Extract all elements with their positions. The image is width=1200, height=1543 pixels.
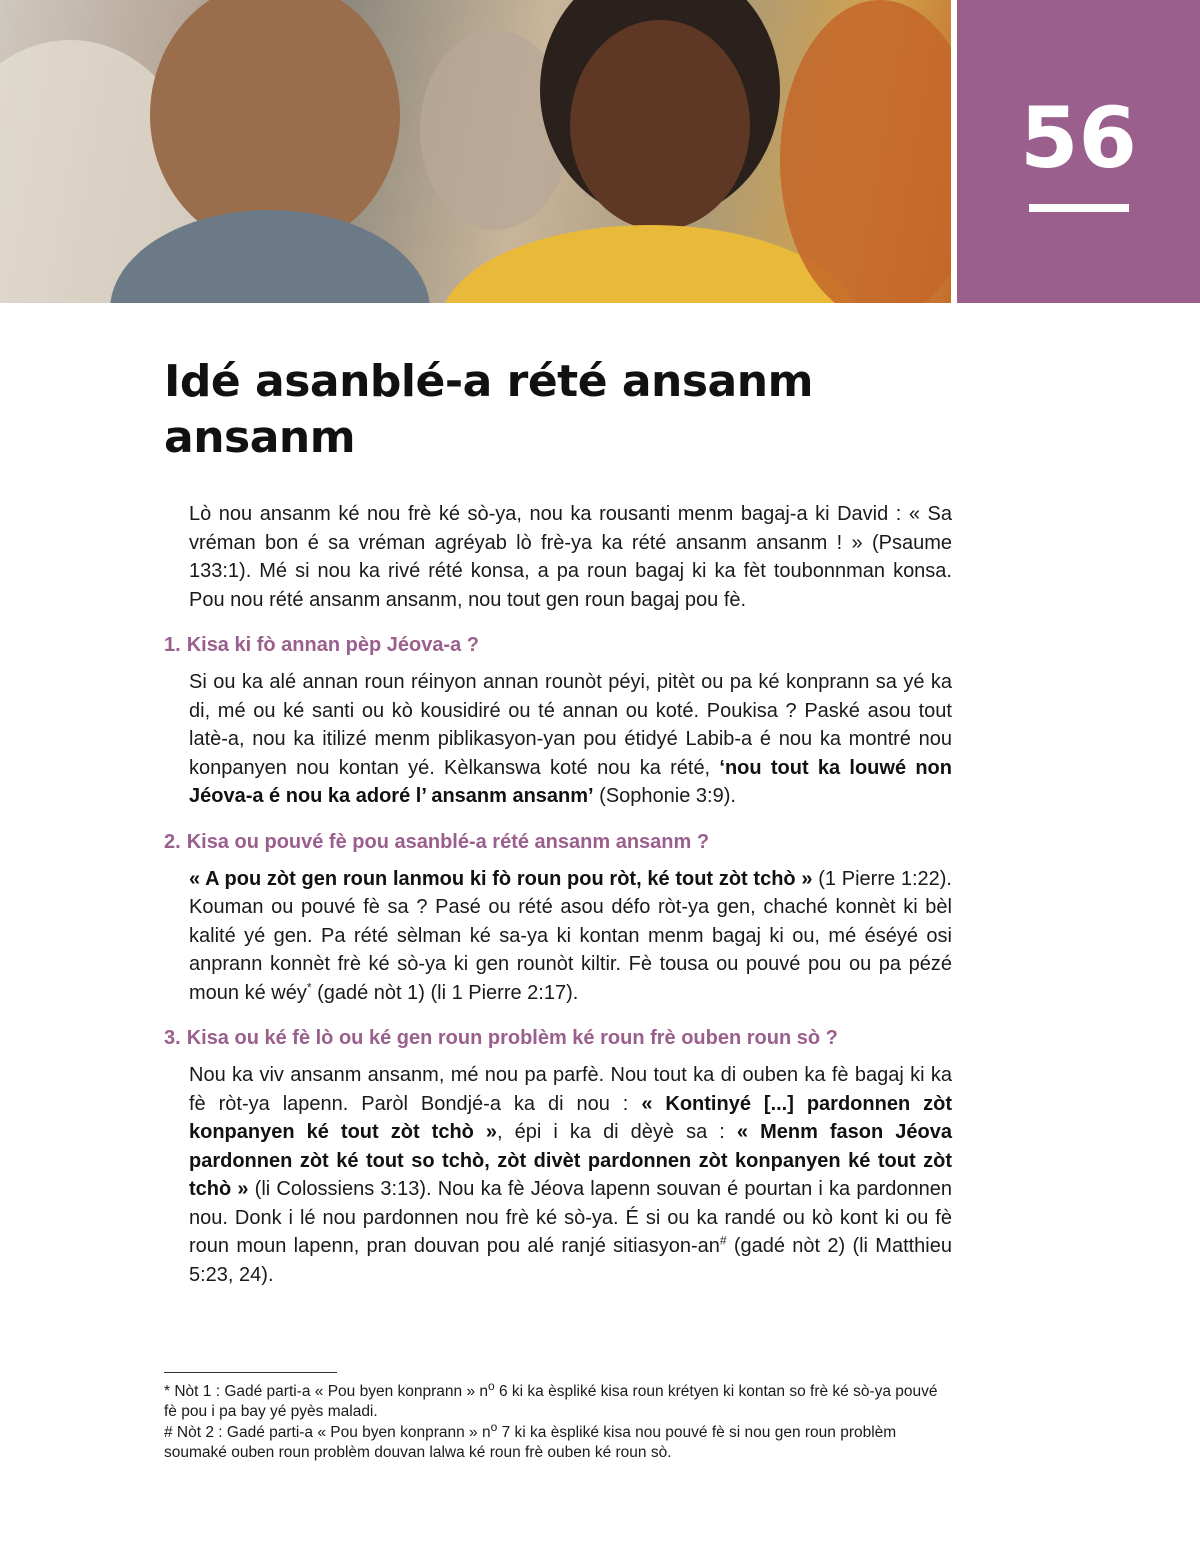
footnote-number-sign: o xyxy=(490,1419,498,1434)
scripture-quote: « Menm fason Jéova pardonnen zòt ké tout so tchò, zòt divèt pardonnen zòt konpanyen ké tout zòt tchò » xyxy=(189,1121,952,1200)
lesson-body xyxy=(164,500,952,1289)
hero-photo xyxy=(0,0,951,303)
answer-text: (gadé nòt 1) (li 1 Pierre 2:17). xyxy=(311,981,579,1004)
footnote-mark[interactable]: # xyxy=(719,1233,727,1248)
footnote-text: Nòt 1 : Gadé parti-a « Pou byen konprann » n xyxy=(170,1383,489,1400)
scripture-quote: ‘nou tout ka louwé non Jéova-a é nou ka adoré l’ ansanm ansanm’ xyxy=(189,756,952,807)
photo-woman-right-face xyxy=(570,20,750,230)
answer-text: (gadé nòt 2) (li Matthieu 5:23, 24). xyxy=(189,1235,952,1286)
footnote-mark: * xyxy=(164,1383,171,1400)
scripture-quote: « A pou zòt gen roun lanmou ki fò roun pou ròt, ké tout zòt tchò » xyxy=(189,867,813,890)
footnote-1 xyxy=(164,1378,952,1421)
scripture-quote: « Kontinyé [...] pardonnen zòt konpanyen ké tout zòt tchò » xyxy=(189,1092,952,1143)
footnote-2 xyxy=(164,1419,952,1462)
question-text: Kisa ou pouvé fè pou asanblé-a rété ansanm ansanm ? xyxy=(186,830,710,853)
footnote-text: 6 ki ka èspliké kisa roun krétyen ki kontan so frè ké sò-ya pouvé fè pou i pa bay yé pyès maladi. xyxy=(164,1383,938,1420)
answer-1 xyxy=(189,668,952,811)
chapter-underline xyxy=(1029,204,1129,212)
answer-text: (li Colossiens 3:13). Nou ka fè Jéova lapenn souvan é pourtan i ka pardonnen nou. Donk i lé nou pardonnen nou frè ké sò-ya. É si ou ka randé ou kò kont ki ou fè roun moun lapenn, pran douvan pou alé ranjé sitiasyon-an xyxy=(189,1178,952,1257)
footnote-mark: # xyxy=(164,1424,173,1441)
question-2 xyxy=(164,829,952,855)
footnote-number-sign: o xyxy=(488,1378,495,1393)
answer-text: Nou ka viv ansanm ansanm, mé nou pa parfè. Nou tout ka di ouben ka fè bagaj ki ka fè ròt-ya lapenn. Paròl Bondjé-a ka di nou : xyxy=(189,1064,952,1115)
question-1 xyxy=(164,632,952,658)
footnote-text: 7 ki ka èspliké kisa nou pouvé fè si nou gen roun problèm soumaké ouben roun problèm douvan lalwa ké roun frè ouben ké roun sò. xyxy=(164,1424,897,1461)
answer-text: (1 Pierre 1:22). Kouman ou pouvé fè sa ? Pasé ou rété asou défo ròt-ya gen, chaché konnèt ki bèl kalité yé gen. Pa rété sèlman ké sa-ya ki kontan menm bagaj ki ou, mé éséyé osi anprann konnèt frè ké sò-ya ki gen rounòt kiltir. Fè tousa ou pouvé pou ou pa pézé moun ké wéy xyxy=(189,867,952,1004)
answer-3 xyxy=(189,1061,952,1289)
answer-text: Si ou ka alé annan roun réinyon annan rounòt péyi, pitèt ou pa ké konprann sa yé ka di, mé ou ké santi ou kò kousidiré ou té annan ou koté. Poukisa ? Paské asou tout latè-a, nou ka itilizé menm piblikasyon-yan pou étidyé Labib-a é nou ka montré nou konpanyen nou kontan yé. Kèlkanswa koté nou ka rété, xyxy=(189,671,952,779)
answer-2 xyxy=(189,865,952,1008)
photo-background-right xyxy=(780,0,951,303)
question-3 xyxy=(164,1025,952,1051)
footnote-text: Nòt 2 : Gadé parti-a « Pou byen konprann » n xyxy=(172,1424,491,1441)
question-text: Kisa ou ké fè lò ou ké gen roun problèm ké roun frè ouben roun sò ? xyxy=(186,1027,838,1049)
question-text: Kisa ki fò annan pèp Jéova-a ? xyxy=(186,634,479,656)
page-title: Idé asanblé-a rété ansanm ansanm xyxy=(164,356,813,463)
question-number: 2. xyxy=(164,830,181,853)
answer-text: (Sophonie 3:9). xyxy=(593,785,736,807)
footnotes xyxy=(164,1378,952,1464)
footnote-divider xyxy=(164,1372,337,1373)
answer-text: , épi i ka di dèyè sa : xyxy=(497,1121,737,1143)
footnote-mark[interactable]: * xyxy=(306,979,312,994)
intro-paragraph: Lò nou ansanm ké nou frè ké sò-ya, nou ka rousanti menm bagaj-a ki David : « Sa vréman bon é sa vréman agréyab lò frè-ya ka rété ansanm ansanm ! » (Psaume 133:1). Mé si nou ka rivé rété konsa, a pa roun bagaj ki ka fèt toubonnman konsa. Pou nou rété ansanm ansanm, nou tout gen roun bagaj pou fè. xyxy=(189,503,952,611)
chapter-badge xyxy=(957,0,1200,303)
question-number: 1. xyxy=(164,634,181,656)
question-number: 3. xyxy=(164,1027,181,1049)
chapter-number: 56 xyxy=(1020,89,1137,187)
